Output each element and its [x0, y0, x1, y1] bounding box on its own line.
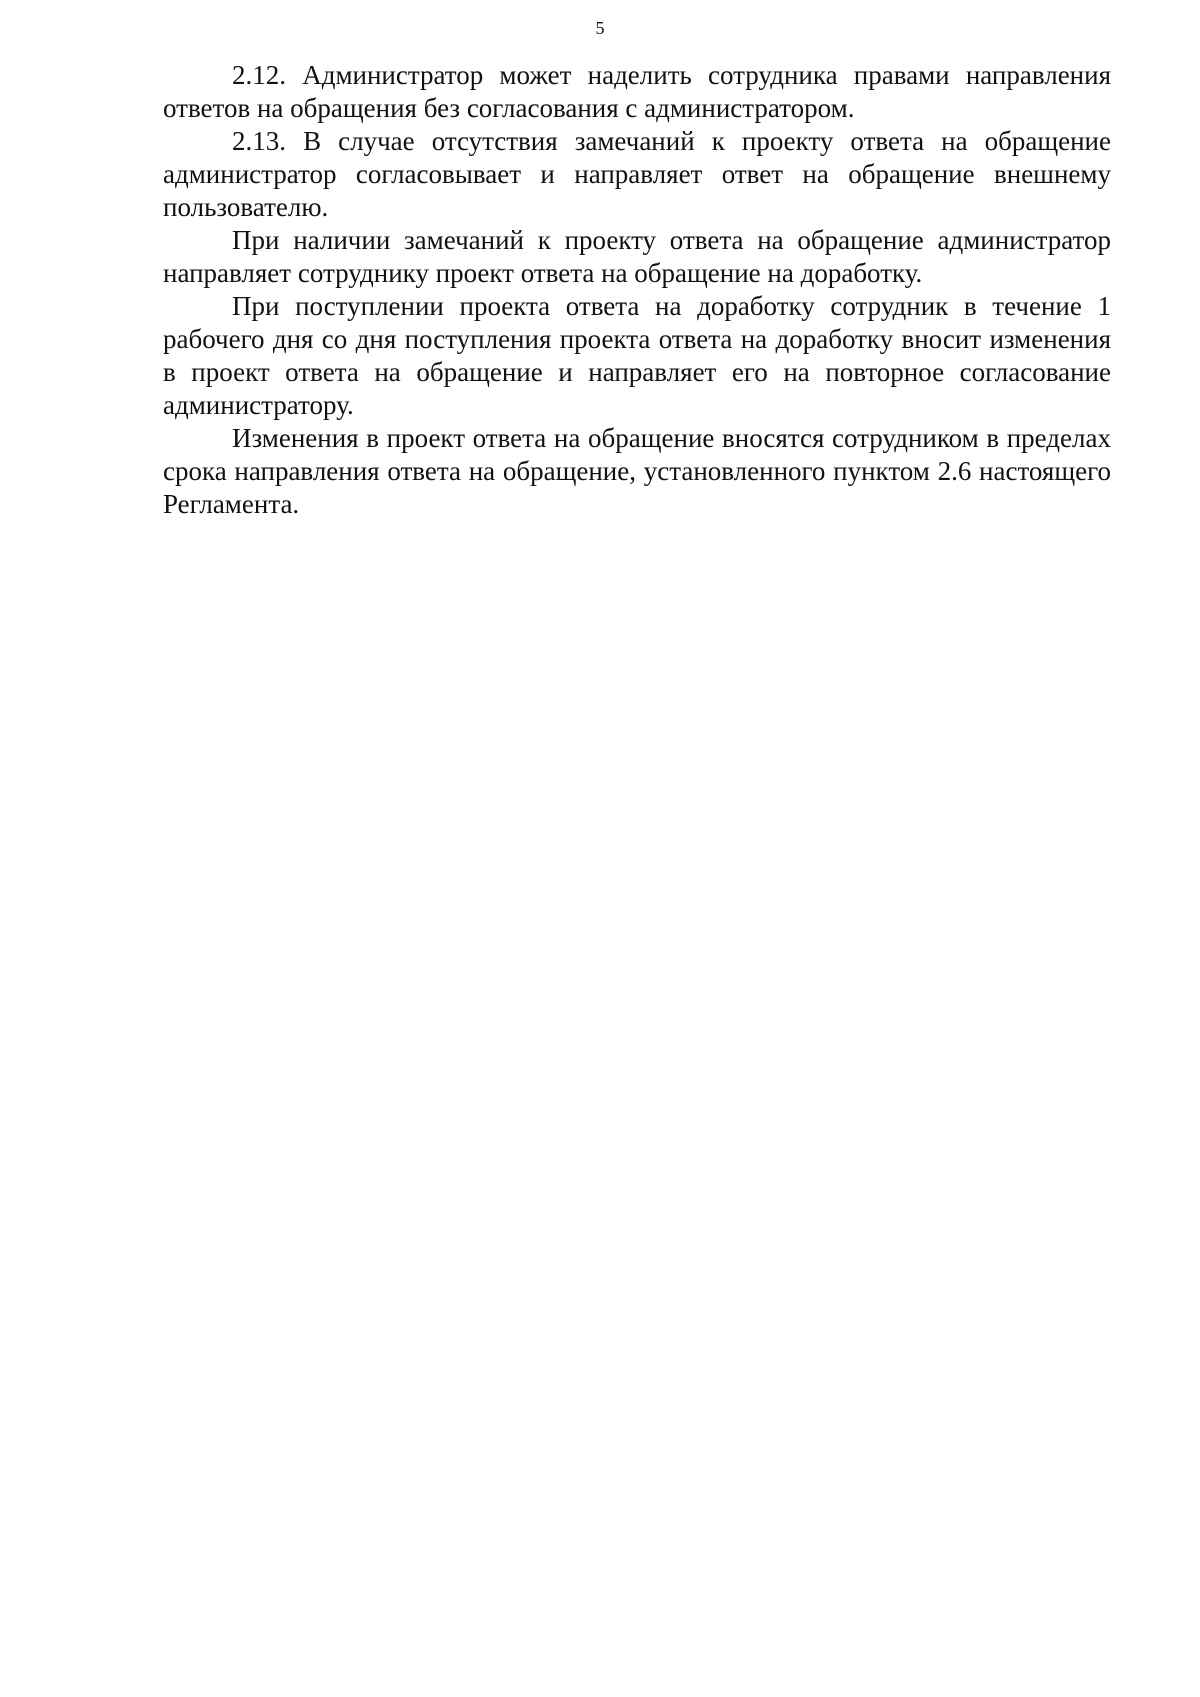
document-body [163, 59, 1111, 521]
paragraph-2-13: 2.13. В случае отсутствия замечаний к проекту ответа на обращение администратор согласовывает и направляет ответ на обращение внешнему пользователю. [163, 126, 1111, 222]
paragraph-changes-deadline: Изменения в проект ответа на обращение вносятся сотрудником в пределах срока направления ответа на обращение, установленного пунктом 2.6 настоящего Регламента. [163, 423, 1111, 519]
paragraph-revision: При поступлении проекта ответа на доработку сотрудник в течение 1 рабочего дня со дня поступления проекта ответа на доработку вносит изменения в проект ответа на обращение и направляет его на повторное согласование администратору. [163, 291, 1111, 420]
page-number: 5 [595, 18, 605, 38]
paragraph-2-12: 2.12. Администратор может наделить сотрудника правами направления ответов на обращения без согласования с администратором. [163, 60, 1111, 123]
paragraph-remarks: При наличии замечаний к проекту ответа на обращение администратор направляет сотруднику проект ответа на обращение на доработку. [163, 225, 1111, 288]
